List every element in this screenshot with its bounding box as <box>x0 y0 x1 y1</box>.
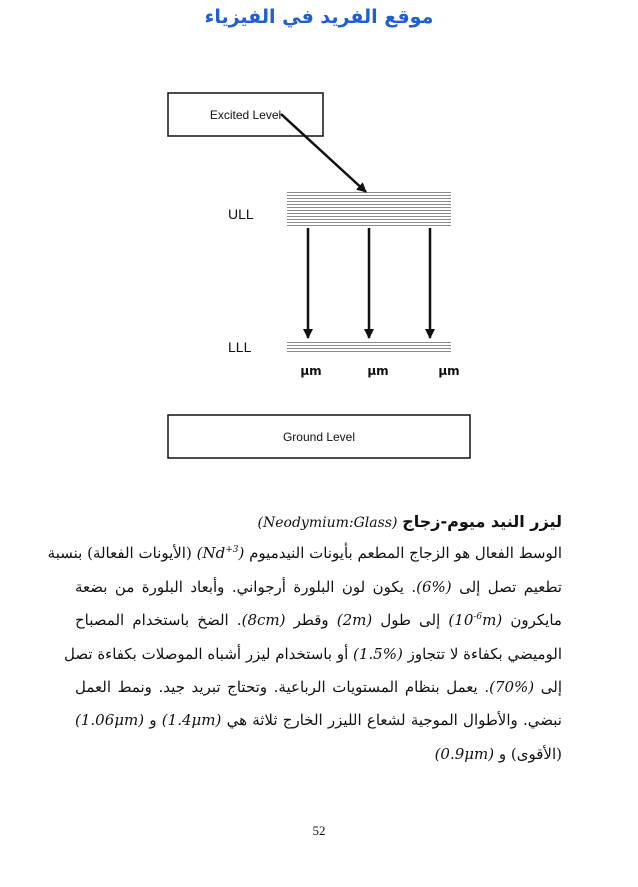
lll-band <box>287 340 451 354</box>
paragraph-line-5 <box>75 678 562 696</box>
formula-part: m) <box>482 611 503 629</box>
formula-part: (Nd <box>196 544 226 562</box>
value-efficiency-diode: (70%) <box>489 678 535 696</box>
text-segment: (الأقوى) و <box>498 745 562 763</box>
text-segment: إلى طول <box>380 611 441 629</box>
heading-arabic: ليزر النيد ميوم-زجاج <box>402 512 562 531</box>
wavelength-label-1: μm <box>300 364 322 378</box>
formula-part: ) <box>238 544 245 562</box>
value-efficiency-lamp: (1.5%) <box>353 645 403 663</box>
wavelength-label-2: μm <box>367 364 389 378</box>
value-doping: (6%) <box>416 578 452 596</box>
formula-superscript: +3 <box>225 545 239 555</box>
text-segment: الوميضي بكفاءة لا تتجاوز <box>407 645 562 663</box>
excited-level-label: Excited Level <box>209 108 282 122</box>
value-length: (2m) <box>336 611 373 629</box>
ull-band <box>287 192 451 228</box>
page-number: 52 <box>312 823 326 838</box>
text-segment: نبضي. والأطوال الموجية لشعاع الليزر الخارج ثلاثة هي <box>226 711 562 729</box>
paragraph-line-2 <box>75 578 562 596</box>
text-segment: (الأيونات الفعالة) بنسبة <box>47 544 192 562</box>
value-wavelength-2: (1.06μm) <box>75 711 145 729</box>
paragraph-line-4 <box>64 645 562 663</box>
formula-superscript: -6 <box>473 612 483 622</box>
paragraph-line-7 <box>435 745 562 763</box>
text-segment: و <box>149 711 157 729</box>
value-diameter: (8cm) <box>241 611 286 629</box>
text-segment: الوسط الفعال هو الزجاج المطعم بأيونات النيدميوم <box>249 544 562 562</box>
value-micron <box>448 611 502 629</box>
formula-part: (10 <box>448 611 474 629</box>
text-segment: مايكرون <box>510 611 562 629</box>
value-wavelength-3: (0.9μm) <box>434 745 495 763</box>
formula-nd <box>197 544 245 562</box>
ground-level-label: Ground Level <box>282 430 356 444</box>
paragraph-line-6 <box>75 711 562 729</box>
text-segment: . يعمل بنظام المستويات الرباعية. وتحتاج تبريد جيد. ونمط العمل <box>75 678 490 696</box>
heading-latin: (Neodymium:Glass) <box>257 515 398 531</box>
text-segment: . يكون لون البلورة أرجواني. وأبعاد البلورة من بضعة <box>75 578 417 596</box>
wavelength-label-3: μm <box>438 364 460 378</box>
text-segment: وقطر <box>293 611 329 629</box>
paragraph-line-3 <box>75 611 562 629</box>
value-wavelength-1: (1.4μm) <box>161 711 222 729</box>
article-heading <box>258 512 562 531</box>
lll-label: LLL <box>228 339 252 355</box>
text-segment: تطعيم تصل إلى <box>459 578 562 596</box>
site-title: موقع الفريد في الفيزياء <box>204 6 434 28</box>
paragraph-line-1 <box>47 544 562 562</box>
text-segment: . الضخ باستخدام المصباح <box>75 611 242 629</box>
text-segment: إلى <box>540 678 562 696</box>
text-segment: أو باستخدام ليزر أشباه الموصلات بكفاءة تصل <box>64 645 349 663</box>
ull-label: ULL <box>228 206 254 222</box>
